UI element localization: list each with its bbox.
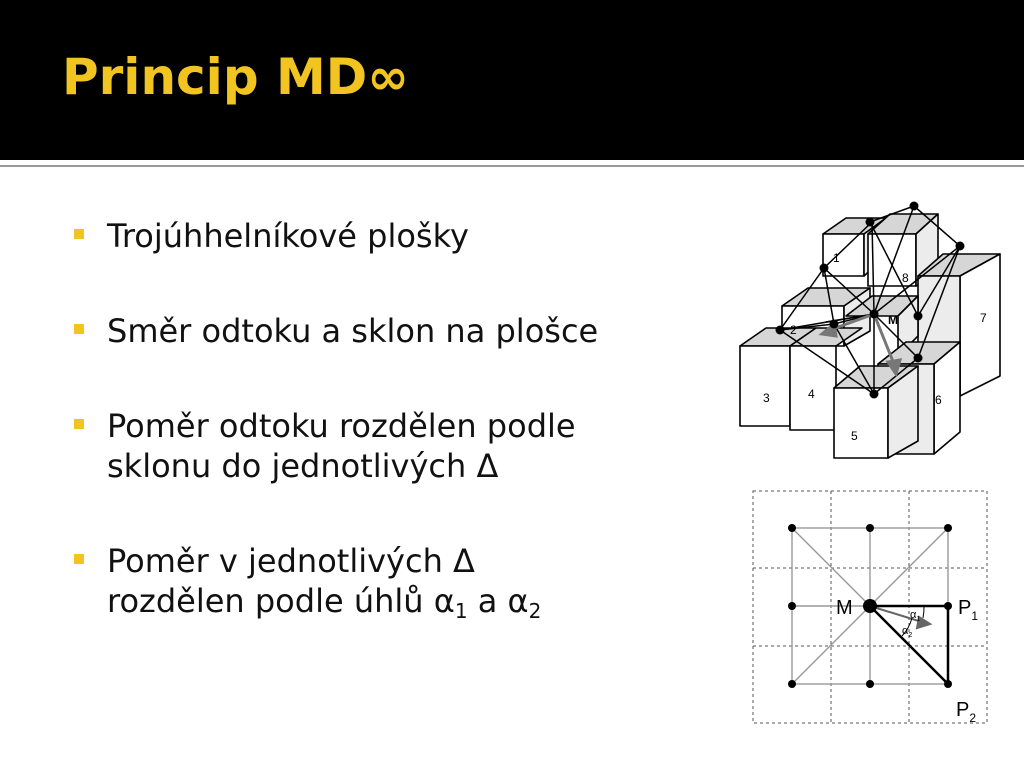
flow-direction-arrow [870, 606, 930, 628]
alpha1-subscript: 1 [454, 599, 468, 623]
slide-header [0, 0, 1024, 160]
bullet-item [74, 311, 694, 351]
grid-label-m: M [836, 597, 853, 619]
cell-label-3: 3 [763, 391, 770, 405]
grid-label-p1: $P_1$ [958, 597, 979, 623]
cell-label-7: 7 [980, 311, 987, 325]
angle-label-alpha1: $\alpha_1$ [910, 609, 921, 623]
slide-content [0, 172, 1024, 768]
cell-label-m: M [888, 313, 898, 327]
block-7-front [960, 254, 1000, 396]
header-divider [0, 160, 1024, 172]
bullet-text-line1: Poměr odtoku rozdělen podle [107, 407, 576, 445]
bullet-text: Směr odtoku a sklon na plošce [107, 312, 599, 350]
bullet-square-icon [74, 419, 84, 429]
bullet-text-line1: Poměr v jednotlivých Δ [107, 542, 475, 580]
bullet-list [74, 216, 694, 676]
cell-label-4: 4 [808, 387, 815, 401]
cell-label-6: 6 [935, 393, 942, 407]
bullet-square-icon [74, 554, 84, 564]
angle-label-alpha2: $\alpha_2$ [902, 625, 913, 639]
bullet-item [74, 541, 694, 621]
slide-title: Princip MD∞ [62, 48, 409, 106]
block-8-front [868, 234, 916, 286]
cell-label-2: 2 [790, 323, 797, 337]
elevation-blocks-diagram [738, 196, 1006, 466]
alpha2-subscript: 2 [528, 599, 542, 623]
cell-label-5: 5 [851, 429, 858, 443]
bullet-text-line2-mid: a α [467, 582, 529, 620]
bullet-item [74, 406, 694, 486]
bullet-text-line2-prefix: rozdělen podle úhlů α [107, 582, 455, 620]
cell-label-8: 8 [902, 271, 909, 285]
block-1-front [823, 234, 864, 276]
bullet-text: Trojúhhelníkové plošky [107, 217, 469, 255]
cell-label-1: 1 [833, 251, 840, 265]
block-3-front [740, 346, 790, 426]
flow-grid-diagram [752, 490, 988, 724]
bullet-text-line2: sklonu do jednotlivých Δ [107, 447, 499, 485]
bullet-square-icon [74, 229, 84, 239]
bullet-item [74, 216, 694, 256]
block-5-front [834, 388, 888, 458]
divider-line [0, 165, 1024, 167]
center-point-m [863, 599, 877, 613]
bullet-square-icon [74, 324, 84, 334]
grid-label-p2: $P_2$ [956, 699, 977, 724]
